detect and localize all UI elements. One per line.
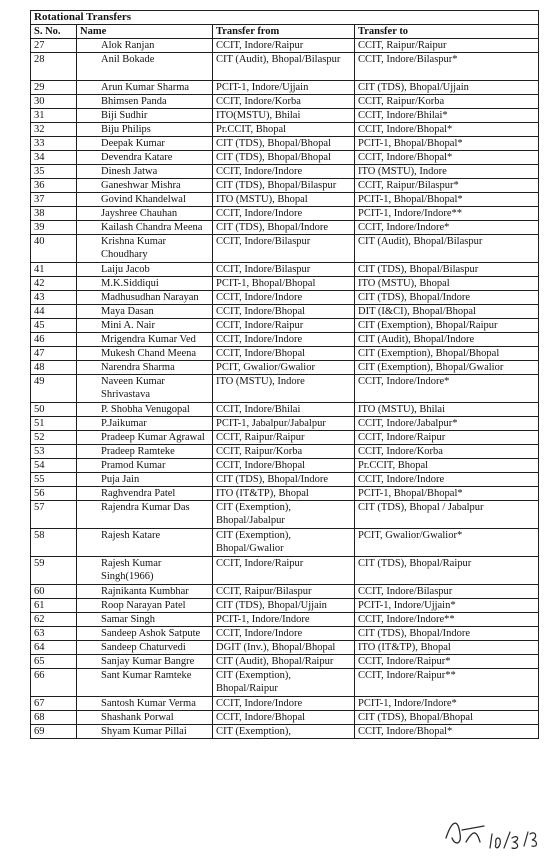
cell-sno: 61 bbox=[31, 599, 77, 613]
cell-transfer-to: CCIT, Indore/Indore bbox=[355, 473, 539, 487]
table-row bbox=[31, 375, 539, 403]
cell-transfer-from: CIT (TDS), Bhopal/Bilaspur bbox=[213, 179, 355, 193]
cell-transfer-to: CIT (TDS), Bhopal / Jabalpur bbox=[355, 501, 539, 529]
cell-sno: 52 bbox=[31, 431, 77, 445]
cell-transfer-from: CCIT, Indore/Bhopal bbox=[213, 347, 355, 361]
cell-transfer-from: ITO (MSTU), Bhopal bbox=[213, 193, 355, 207]
cell-sno: 37 bbox=[31, 193, 77, 207]
cell-name: Biju Philips bbox=[77, 123, 213, 137]
cell-transfer-from: CCIT, Raipur/Raipur bbox=[213, 431, 355, 445]
cell-name: Sanjay Kumar Bangre bbox=[77, 655, 213, 669]
table-row bbox=[31, 459, 539, 473]
cell-sno: 50 bbox=[31, 403, 77, 417]
cell-sno: 68 bbox=[31, 711, 77, 725]
cell-transfer-from: PCIT-1, Bhopal/Bhopal bbox=[213, 277, 355, 291]
cell-transfer-to: PCIT-1, Bhopal/Bhopal* bbox=[355, 193, 539, 207]
cell-transfer-to: CCIT, Indore/Korba bbox=[355, 445, 539, 459]
cell-sno: 27 bbox=[31, 39, 77, 53]
cell-transfer-to: CCIT, Indore/Raipur** bbox=[355, 669, 539, 697]
cell-sno: 47 bbox=[31, 347, 77, 361]
cell-transfer-from: CCIT, Indore/Indore bbox=[213, 207, 355, 221]
cell-name: Arun Kumar Sharma bbox=[77, 81, 213, 95]
cell-transfer-to: CIT (TDS), Bhopal/Raipur bbox=[355, 557, 539, 585]
table-row bbox=[31, 291, 539, 305]
cell-name: M.K.Siddiqui bbox=[77, 277, 213, 291]
cell-transfer-from: PCIT-1, Indore/Indore bbox=[213, 613, 355, 627]
cell-sno: 48 bbox=[31, 361, 77, 375]
cell-transfer-from: Pr.CCIT, Bhopal bbox=[213, 123, 355, 137]
cell-transfer-to: CCIT, Indore/Bhopal* bbox=[355, 151, 539, 165]
cell-sno: 31 bbox=[31, 109, 77, 123]
cell-transfer-to: ITO (MSTU), Indore bbox=[355, 165, 539, 179]
table-row bbox=[31, 137, 539, 151]
cell-name: Pradeep Ramteke bbox=[77, 445, 213, 459]
cell-name: Sant Kumar Ramteke bbox=[77, 669, 213, 697]
table-row bbox=[31, 95, 539, 109]
cell-transfer-from: DGIT (Inv.), Bhopal/Bhopal bbox=[213, 641, 355, 655]
table-row bbox=[31, 711, 539, 725]
cell-transfer-to: CCIT, Indore/Bilaspur bbox=[355, 585, 539, 599]
cell-transfer-to: Pr.CCIT, Bhopal bbox=[355, 459, 539, 473]
cell-transfer-to: CCIT, Raipur/Bilaspur* bbox=[355, 179, 539, 193]
cell-name: Kailash Chandra Meena bbox=[77, 221, 213, 235]
cell-transfer-from: CCIT, Indore/Bilaspur bbox=[213, 235, 355, 263]
cell-sno: 32 bbox=[31, 123, 77, 137]
cell-sno: 43 bbox=[31, 291, 77, 305]
cell-transfer-to: CCIT, Raipur/Korba bbox=[355, 95, 539, 109]
cell-name: P.Jaikumar bbox=[77, 417, 213, 431]
cell-sno: 55 bbox=[31, 473, 77, 487]
cell-transfer-from: CCIT, Indore/Raipur bbox=[213, 319, 355, 333]
table-row bbox=[31, 599, 539, 613]
table-row bbox=[31, 585, 539, 599]
cell-transfer-to: CCIT, Indore/Raipur bbox=[355, 431, 539, 445]
table-row bbox=[31, 109, 539, 123]
table-row bbox=[31, 627, 539, 641]
table-row bbox=[31, 305, 539, 319]
header-row bbox=[31, 25, 539, 39]
cell-transfer-to: CIT (Audit), Bhopal/Bilaspur bbox=[355, 235, 539, 263]
cell-sno: 51 bbox=[31, 417, 77, 431]
cell-sno: 60 bbox=[31, 585, 77, 599]
cell-transfer-to: CIT (Exemption), Bhopal/Raipur bbox=[355, 319, 539, 333]
header-name: Name bbox=[77, 25, 213, 39]
cell-name: Santosh Kumar Verma bbox=[77, 697, 213, 711]
header-transfer-to: Transfer to bbox=[355, 25, 539, 39]
table-row bbox=[31, 179, 539, 193]
table-row bbox=[31, 193, 539, 207]
cell-name: P. Shobha Venugopal bbox=[77, 403, 213, 417]
cell-transfer-to: CIT (TDS), Bhopal/Indore bbox=[355, 291, 539, 305]
cell-transfer-from: ITO(MSTU), Bhilai bbox=[213, 109, 355, 123]
cell-transfer-from: CCIT, Indore/Raipur bbox=[213, 557, 355, 585]
cell-transfer-to: CCIT, Indore/Bhilai* bbox=[355, 109, 539, 123]
table-row bbox=[31, 221, 539, 235]
cell-transfer-to: CIT (TDS), Bhopal/Indore bbox=[355, 627, 539, 641]
cell-sno: 59 bbox=[31, 557, 77, 585]
table-row bbox=[31, 81, 539, 95]
cell-name: Sandeep Chaturvedi bbox=[77, 641, 213, 655]
cell-transfer-to: CCIT, Indore/Bhopal* bbox=[355, 123, 539, 137]
cell-sno: 35 bbox=[31, 165, 77, 179]
table-row bbox=[31, 39, 539, 53]
cell-name: Alok Ranjan bbox=[77, 39, 213, 53]
table-row bbox=[31, 333, 539, 347]
header-sno: S. No. bbox=[31, 25, 77, 39]
cell-transfer-from: CCIT, Indore/Indore bbox=[213, 697, 355, 711]
cell-transfer-to: PCIT-1, Indore/Ujjain* bbox=[355, 599, 539, 613]
cell-sno: 40 bbox=[31, 235, 77, 263]
table-row bbox=[31, 207, 539, 221]
cell-sno: 64 bbox=[31, 641, 77, 655]
table-row bbox=[31, 53, 539, 81]
cell-transfer-to: CCIT, Indore/Indore* bbox=[355, 375, 539, 403]
cell-name: Devendra Katare bbox=[77, 151, 213, 165]
cell-name: Shashank Porwal bbox=[77, 711, 213, 725]
cell-name: Naveen Kumar Shrivastava bbox=[77, 375, 213, 403]
table-row bbox=[31, 529, 539, 557]
cell-transfer-from: CCIT, Indore/Korba bbox=[213, 95, 355, 109]
cell-sno: 58 bbox=[31, 529, 77, 557]
cell-sno: 49 bbox=[31, 375, 77, 403]
table-row bbox=[31, 123, 539, 137]
header-transfer-from: Transfer from bbox=[213, 25, 355, 39]
cell-sno: 36 bbox=[31, 179, 77, 193]
cell-transfer-to: CCIT, Indore/Bilaspur* bbox=[355, 53, 539, 81]
cell-transfer-from: CIT (Audit), Bhopal/Bilaspur bbox=[213, 53, 355, 81]
cell-transfer-from: CIT (TDS), Bhopal/Ujjain bbox=[213, 599, 355, 613]
cell-transfer-from: CCIT, Indore/Bilaspur bbox=[213, 263, 355, 277]
cell-name: Jayshree Chauhan bbox=[77, 207, 213, 221]
cell-name: Dinesh Jatwa bbox=[77, 165, 213, 179]
cell-transfer-to: CIT (Exemption), Bhopal/Gwalior bbox=[355, 361, 539, 375]
cell-transfer-to: CCIT, Indore/Jabalpur* bbox=[355, 417, 539, 431]
table-row bbox=[31, 697, 539, 711]
cell-sno: 67 bbox=[31, 697, 77, 711]
table-row bbox=[31, 151, 539, 165]
table-row bbox=[31, 235, 539, 263]
cell-name: Mukesh Chand Meena bbox=[77, 347, 213, 361]
table-row bbox=[31, 641, 539, 655]
cell-transfer-from: CCIT, Indore/Raipur bbox=[213, 39, 355, 53]
cell-sno: 69 bbox=[31, 725, 77, 739]
cell-sno: 38 bbox=[31, 207, 77, 221]
cell-transfer-from: CIT (Audit), Bhopal/Raipur bbox=[213, 655, 355, 669]
cell-sno: 57 bbox=[31, 501, 77, 529]
cell-name: Laiju Jacob bbox=[77, 263, 213, 277]
cell-transfer-from: ITO (IT&TP), Bhopal bbox=[213, 487, 355, 501]
cell-transfer-to: CIT (TDS), Bhopal/Bhopal bbox=[355, 711, 539, 725]
cell-transfer-to: CIT (TDS), Bhopal/Ujjain bbox=[355, 81, 539, 95]
cell-transfer-from: CCIT, Indore/Bhopal bbox=[213, 305, 355, 319]
cell-sno: 33 bbox=[31, 137, 77, 151]
cell-sno: 46 bbox=[31, 333, 77, 347]
cell-name: Biji Sudhir bbox=[77, 109, 213, 123]
cell-sno: 42 bbox=[31, 277, 77, 291]
cell-transfer-to: DIT (I&CI), Bhopal/Bhopal bbox=[355, 305, 539, 319]
cell-sno: 45 bbox=[31, 319, 77, 333]
cell-transfer-to: ITO (MSTU), Bhilai bbox=[355, 403, 539, 417]
cell-name: Mini A. Nair bbox=[77, 319, 213, 333]
cell-transfer-to: ITO (IT&TP), Bhopal bbox=[355, 641, 539, 655]
cell-transfer-from: CIT (TDS), Bhopal/Indore bbox=[213, 221, 355, 235]
cell-transfer-to: ITO (MSTU), Bhopal bbox=[355, 277, 539, 291]
table-row bbox=[31, 263, 539, 277]
table-row bbox=[31, 557, 539, 585]
cell-name: Anil Bokade bbox=[77, 53, 213, 81]
cell-name: Rajesh Katare bbox=[77, 529, 213, 557]
section-title: Rotational Transfers bbox=[31, 11, 539, 25]
table-row bbox=[31, 725, 539, 739]
cell-name: Deepak Kumar bbox=[77, 137, 213, 151]
cell-transfer-from: CIT (TDS), Bhopal/Bhopal bbox=[213, 151, 355, 165]
cell-name: Raghvendra Patel bbox=[77, 487, 213, 501]
cell-transfer-from: PCIT-1, Indore/Ujjain bbox=[213, 81, 355, 95]
cell-sno: 39 bbox=[31, 221, 77, 235]
cell-transfer-to: PCIT, Gwalior/Gwalior* bbox=[355, 529, 539, 557]
cell-name: Rajesh Kumar Singh(1966) bbox=[77, 557, 213, 585]
table-row bbox=[31, 473, 539, 487]
cell-name: Krishna Kumar Choudhary bbox=[77, 235, 213, 263]
cell-sno: 53 bbox=[31, 445, 77, 459]
cell-name: Sandeep Ashok Satpute bbox=[77, 627, 213, 641]
table-row bbox=[31, 319, 539, 333]
cell-transfer-from: PCIT-1, Jabalpur/Jabalpur bbox=[213, 417, 355, 431]
cell-transfer-to: CCIT, Indore/Indore* bbox=[355, 221, 539, 235]
cell-name: Madhusudhan Narayan bbox=[77, 291, 213, 305]
cell-sno: 56 bbox=[31, 487, 77, 501]
table-row bbox=[31, 165, 539, 179]
cell-transfer-from: CCIT, Indore/Indore bbox=[213, 333, 355, 347]
table-row bbox=[31, 501, 539, 529]
cell-name: Pramod Kumar bbox=[77, 459, 213, 473]
cell-sno: 29 bbox=[31, 81, 77, 95]
cell-sno: 41 bbox=[31, 263, 77, 277]
cell-transfer-from: CCIT, Indore/Bhopal bbox=[213, 459, 355, 473]
cell-transfer-from: CIT (TDS), Bhopal/Bhopal bbox=[213, 137, 355, 151]
cell-transfer-to: CCIT, Indore/Indore** bbox=[355, 613, 539, 627]
cell-transfer-from: CIT (Exemption), bbox=[213, 725, 355, 739]
cell-transfer-from: CIT (TDS), Bhopal/Indore bbox=[213, 473, 355, 487]
cell-transfer-to: PCIT-1, Indore/Indore* bbox=[355, 697, 539, 711]
cell-transfer-to: PCIT-1, Bhopal/Bhopal* bbox=[355, 487, 539, 501]
cell-transfer-to: CIT (Exemption), Bhopal/Bhopal bbox=[355, 347, 539, 361]
transfers-table bbox=[30, 10, 539, 739]
cell-name: Mrigendra Kumar Ved bbox=[77, 333, 213, 347]
cell-sno: 34 bbox=[31, 151, 77, 165]
table-row bbox=[31, 277, 539, 291]
cell-name: Rajnikanta Kumbhar bbox=[77, 585, 213, 599]
cell-transfer-from: CCIT, Indore/Bhopal bbox=[213, 711, 355, 725]
cell-sno: 65 bbox=[31, 655, 77, 669]
cell-name: Shyam Kumar Pillai bbox=[77, 725, 213, 739]
cell-transfer-from: CCIT, Indore/Bhilai bbox=[213, 403, 355, 417]
table-row bbox=[31, 361, 539, 375]
cell-sno: 54 bbox=[31, 459, 77, 473]
cell-transfer-to: CCIT, Indore/Raipur* bbox=[355, 655, 539, 669]
cell-transfer-from: CCIT, Indore/Indore bbox=[213, 627, 355, 641]
cell-sno: 62 bbox=[31, 613, 77, 627]
cell-name: Maya Dasan bbox=[77, 305, 213, 319]
cell-transfer-to: PCIT-1, Indore/Indore** bbox=[355, 207, 539, 221]
cell-sno: 28 bbox=[31, 53, 77, 81]
cell-name: Samar Singh bbox=[77, 613, 213, 627]
cell-transfer-from: CCIT, Raipur/Korba bbox=[213, 445, 355, 459]
cell-transfer-from: CIT (Exemption), Bhopal/Raipur bbox=[213, 669, 355, 697]
cell-name: Ganeshwar Mishra bbox=[77, 179, 213, 193]
cell-transfer-from: CIT (Exemption), Bhopal/Jabalpur bbox=[213, 501, 355, 529]
cell-name: Pradeep Kumar Agrawal bbox=[77, 431, 213, 445]
table-row bbox=[31, 347, 539, 361]
cell-name: Roop Narayan Patel bbox=[77, 599, 213, 613]
cell-transfer-from: ITO (MSTU), Indore bbox=[213, 375, 355, 403]
cell-transfer-to: CIT (TDS), Bhopal/Bilaspur bbox=[355, 263, 539, 277]
table-row bbox=[31, 403, 539, 417]
table-row bbox=[31, 417, 539, 431]
cell-transfer-from: CCIT, Raipur/Bilaspur bbox=[213, 585, 355, 599]
cell-sno: 63 bbox=[31, 627, 77, 641]
table-row bbox=[31, 613, 539, 627]
cell-name: Rajendra Kumar Das bbox=[77, 501, 213, 529]
table-row bbox=[31, 669, 539, 697]
table-row bbox=[31, 445, 539, 459]
cell-sno: 30 bbox=[31, 95, 77, 109]
cell-sno: 66 bbox=[31, 669, 77, 697]
table-row bbox=[31, 431, 539, 445]
cell-name: Bhimsen Panda bbox=[77, 95, 213, 109]
cell-name: Govind Khandelwal bbox=[77, 193, 213, 207]
cell-transfer-to: CCIT, Indore/Bhopal* bbox=[355, 725, 539, 739]
cell-transfer-to: CCIT, Raipur/Raipur bbox=[355, 39, 539, 53]
cell-transfer-from: CCIT, Indore/Indore bbox=[213, 291, 355, 305]
cell-transfer-from: CIT (Exemption), Bhopal/Gwalior bbox=[213, 529, 355, 557]
section-title-row bbox=[31, 11, 539, 25]
cell-transfer-to: CIT (Audit), Bhopal/Indore bbox=[355, 333, 539, 347]
cell-transfer-from: CCIT, Indore/Indore bbox=[213, 165, 355, 179]
cell-name: Puja Jain bbox=[77, 473, 213, 487]
cell-transfer-from: PCIT, Gwalior/Gwalior bbox=[213, 361, 355, 375]
table-row bbox=[31, 655, 539, 669]
table-row bbox=[31, 487, 539, 501]
handwritten-signature bbox=[440, 808, 550, 858]
cell-sno: 44 bbox=[31, 305, 77, 319]
cell-name: Narendra Sharma bbox=[77, 361, 213, 375]
cell-transfer-to: PCIT-1, Bhopal/Bhopal* bbox=[355, 137, 539, 151]
